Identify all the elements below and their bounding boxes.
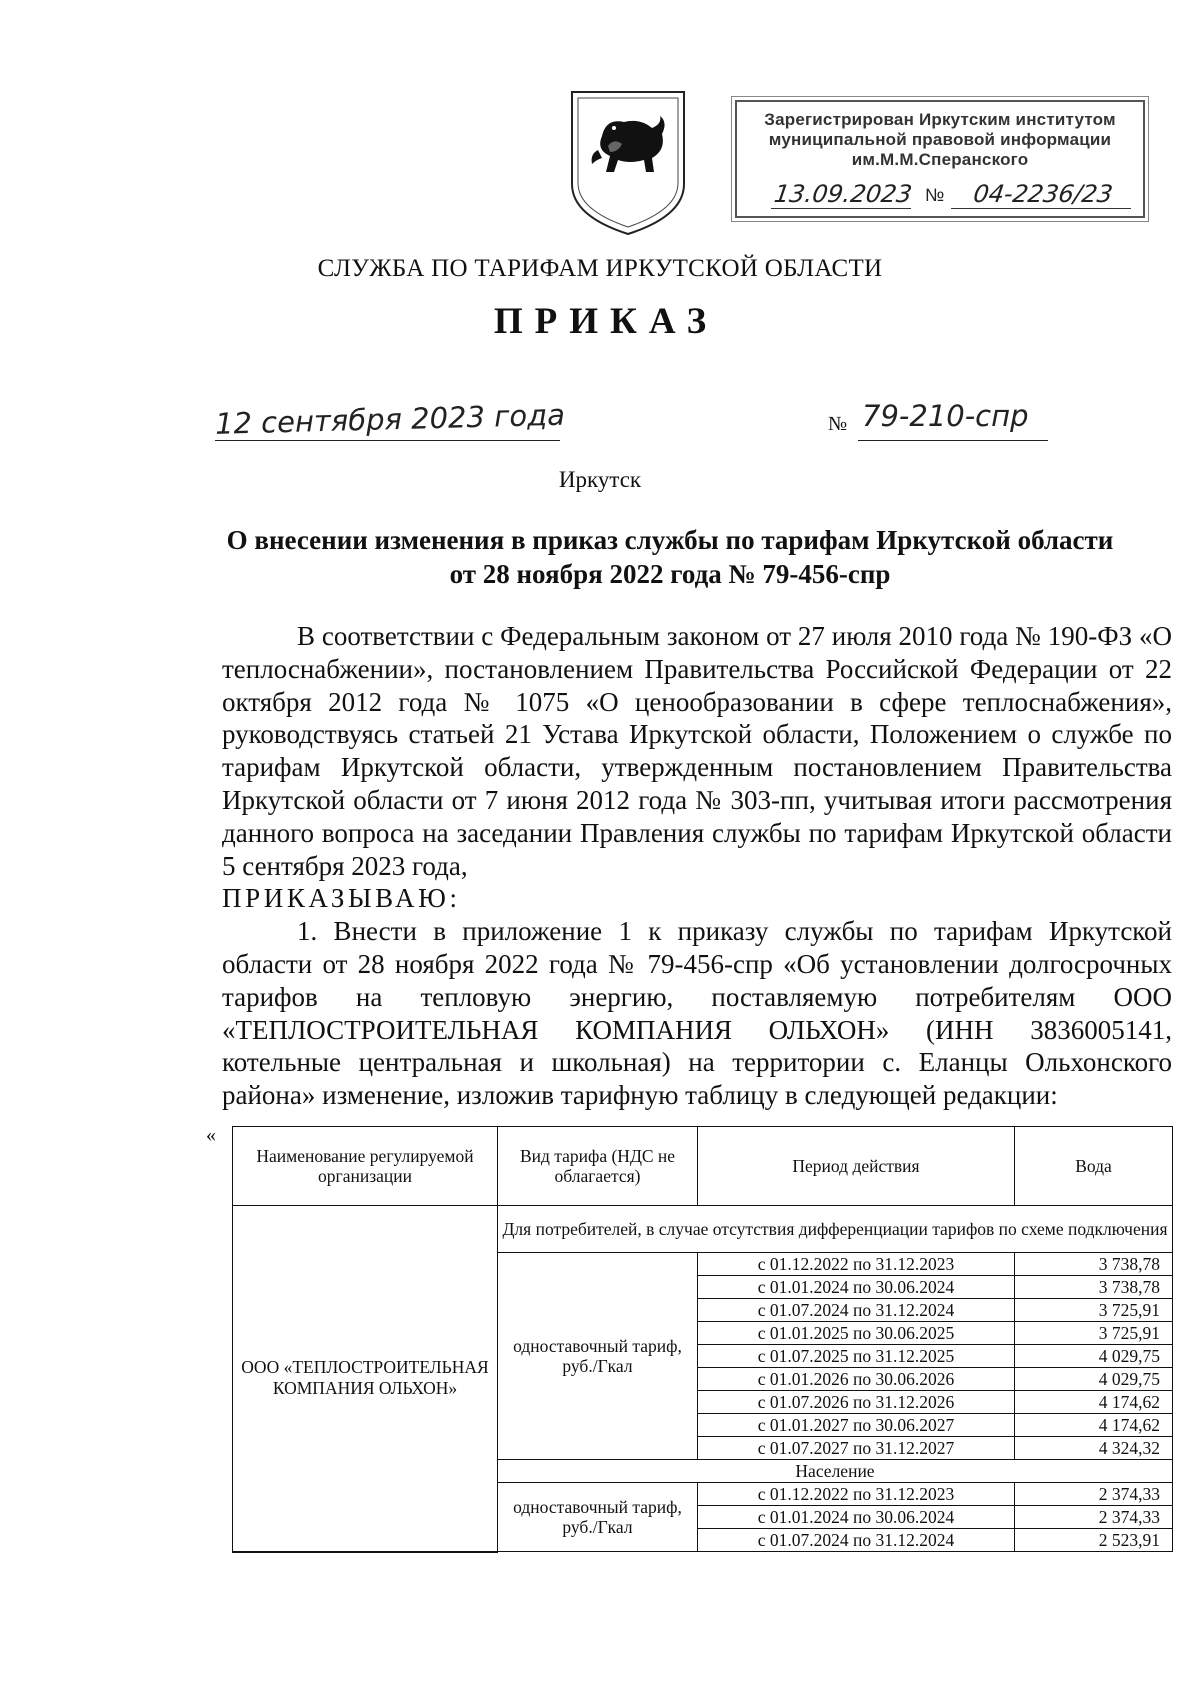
value-cell: 2 374,33 bbox=[1015, 1506, 1173, 1529]
period-cell: с 01.12.2022 по 31.12.2023 bbox=[698, 1483, 1015, 1506]
value-cell: 3 725,91 bbox=[1015, 1299, 1173, 1322]
document-type: ПРИКАЗ bbox=[493, 301, 719, 342]
number-label: № bbox=[828, 413, 848, 435]
date-underline bbox=[215, 440, 560, 441]
period-cell: с 01.01.2024 по 30.06.2024 bbox=[698, 1506, 1015, 1529]
stamp-registration-number: 04-2236/23 bbox=[951, 180, 1135, 209]
period-cell: с 01.12.2022 по 31.12.2023 bbox=[698, 1253, 1015, 1276]
handwritten-order-number: 79-210-спр bbox=[862, 399, 1029, 433]
stamp-registration-date: 13.09.2023 bbox=[772, 180, 914, 208]
tariff-type-cell: одноставочный тариф, руб./Гкал bbox=[498, 1483, 698, 1552]
period-cell: с 01.01.2026 по 30.06.2026 bbox=[698, 1368, 1015, 1391]
header-period: Период действия bbox=[698, 1127, 1015, 1206]
stamp-line: Зарегистрирован Иркутским институтом bbox=[764, 110, 1116, 129]
header-org: Наименование регулируемой организации bbox=[233, 1127, 498, 1206]
period-cell: с 01.07.2025 по 31.12.2025 bbox=[698, 1345, 1015, 1368]
period-cell: с 01.07.2024 по 31.12.2024 bbox=[698, 1299, 1015, 1322]
order-word: ПРИКАЗЫВАЮ: bbox=[222, 883, 461, 914]
handwritten-date: 12 сентября 2023 года bbox=[214, 397, 566, 441]
value-cell: 2 374,33 bbox=[1015, 1483, 1173, 1506]
period-cell: с 01.07.2024 по 31.12.2024 bbox=[698, 1529, 1015, 1552]
stamp-line: им.М.М.Сперанского bbox=[851, 150, 1029, 169]
table-row bbox=[233, 1206, 1173, 1253]
number-underline bbox=[858, 440, 1048, 441]
table-header-row bbox=[233, 1127, 1173, 1206]
value-cell: 2 523,91 bbox=[1015, 1529, 1173, 1552]
period-cell: с 01.01.2025 по 30.06.2025 bbox=[698, 1322, 1015, 1345]
value-cell: 4 174,62 bbox=[1015, 1391, 1173, 1414]
value-cell: 3 738,78 bbox=[1015, 1253, 1173, 1276]
period-cell: с 01.07.2027 по 31.12.2027 bbox=[698, 1437, 1015, 1460]
value-cell: 4 029,75 bbox=[1015, 1345, 1173, 1368]
stamp-line: муниципальной правовой информации bbox=[768, 130, 1112, 149]
agency-name: СЛУЖБА ПО ТАРИФАМ ИРКУТСКОЙ ОБЛАСТИ bbox=[317, 255, 883, 282]
preamble-paragraph: В соответствии с Федеральным законом от 27 июля 2010 года № 190-ФЗ «О теплоснабжении», постановлением Правительства Российской Федерации от 22 октября 2012 года № 1075 «О ценообразовании в сфере теплоснабжения», руководствуясь статьей 21 Устава Иркутской области, Положением о службе по тарифам Иркутской области, утвержденным постановлением Правительства Иркутской области от 7 июня 2012 года № 303-пп, учитывая итоги рассмотрения данного вопроса на заседании Правления службы по тарифам Иркутской области 5 сентября 2023 года, bbox=[222, 621, 1172, 881]
header-water: Вода bbox=[1015, 1127, 1173, 1206]
tariff-table bbox=[232, 1126, 1173, 1553]
title-line: О внесении изменения в приказ службы по тарифам Иркутской области bbox=[226, 525, 1114, 555]
value-cell: 3 738,78 bbox=[1015, 1276, 1173, 1299]
stamp-registration-row bbox=[745, 180, 1135, 210]
opening-quote: « bbox=[206, 1124, 216, 1146]
header-tariff-type: Вид тарифа (НДС не облагается) bbox=[498, 1127, 698, 1206]
org-name-cell: ООО «ТЕПЛОСТРОИТЕЛЬНАЯ КОМПАНИЯ ОЛЬХОН» bbox=[233, 1206, 498, 1552]
coat-of-arms-icon bbox=[568, 88, 688, 238]
document-title bbox=[170, 523, 1170, 591]
value-cell: 3 725,91 bbox=[1015, 1322, 1173, 1345]
item-1-paragraph: 1. Внести в приложение 1 к приказу службы по тарифам Иркутской области от 28 ноября 2022 года № 79-456-спр «Об установлении долгосрочных тарифов на тепловую энергию, поставляемую потребителям ООО «ТЕПЛОСТРОИТЕЛЬНАЯ КОМПАНИЯ ОЛЬХОН» (ИНН 3836005141, котельные центральная и школьная) на территории с. Еланцы Ольхонского района» изменение, изложив тарифную таблицу в следующей редакции: bbox=[222, 916, 1172, 1111]
period-cell: с 01.01.2024 по 30.06.2024 bbox=[698, 1276, 1015, 1299]
group-caption: Для потребителей, в случае отсутствия дифференциации тарифов по схеме подключения bbox=[498, 1206, 1173, 1253]
value-cell: 4 174,62 bbox=[1015, 1414, 1173, 1437]
body-text bbox=[222, 620, 1172, 1112]
title-line: от 28 ноября 2022 года № 79-456-спр bbox=[449, 559, 891, 589]
registration-stamp bbox=[735, 100, 1145, 218]
value-cell: 4 029,75 bbox=[1015, 1368, 1173, 1391]
period-cell: с 01.01.2027 по 30.06.2027 bbox=[698, 1414, 1015, 1437]
tariff-type-cell: одноставочный тариф, руб./Гкал bbox=[498, 1253, 698, 1460]
group-caption: Население bbox=[498, 1460, 1173, 1483]
city: Иркутск bbox=[558, 467, 642, 492]
stamp-number-label: № bbox=[925, 185, 945, 205]
value-cell: 4 324,32 bbox=[1015, 1437, 1173, 1460]
period-cell: с 01.07.2026 по 31.12.2026 bbox=[698, 1391, 1015, 1414]
